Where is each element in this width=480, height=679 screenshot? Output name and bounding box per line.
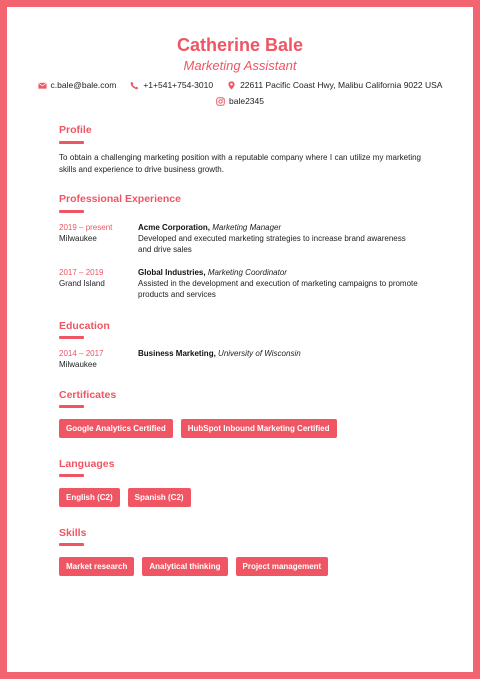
language-tag: English (C2)	[59, 488, 120, 507]
entry-school: University of Wisconsin	[218, 349, 301, 358]
phone-icon	[130, 81, 139, 90]
section-underline	[59, 474, 84, 477]
entry-company: Global Industries,	[138, 268, 206, 277]
languages-heading: Languages	[59, 458, 115, 470]
profile-heading: Profile	[59, 124, 92, 136]
entry-date: 2019 – present	[59, 223, 113, 232]
languages-tags	[59, 488, 199, 507]
contact-row-social	[7, 96, 473, 106]
resume-page	[7, 7, 473, 672]
skills-tags	[59, 557, 336, 576]
entry-heading	[138, 267, 421, 278]
profile-text: To obtain a challenging marketing position with a reputable company where I can utilize my marketing skills and experience to drive business growth.	[59, 153, 421, 174]
instagram-icon	[216, 97, 225, 106]
entry-company: Acme Corporation,	[138, 223, 211, 232]
contact-row	[7, 80, 473, 90]
entry-location: Grand Island	[59, 279, 105, 288]
skill-tag: Project management	[236, 557, 329, 576]
section-underline	[59, 336, 84, 339]
section-underline	[59, 405, 84, 408]
contact-address	[227, 80, 442, 90]
address-text: 22611 Pacific Coast Hwy, Malibu California 9022 USA	[240, 80, 443, 90]
phone-text: +1+541+754-3010	[143, 80, 214, 90]
entry-degree: Business Marketing,	[138, 349, 216, 358]
certificates-heading: Certificates	[59, 389, 117, 401]
entry-details	[138, 267, 421, 300]
section-underline	[59, 141, 84, 144]
contact-phone[interactable]	[130, 80, 213, 90]
entry-location: Milwaukee	[59, 234, 97, 243]
envelope-icon	[38, 81, 47, 90]
entry-heading	[138, 222, 421, 233]
candidate-role: Marketing Assistant	[183, 58, 297, 73]
certificate-tag: Google Analytics Certified	[59, 419, 173, 438]
entry-description: Developed and executed marketing strategies to increase brand awareness and drive sales	[138, 234, 406, 254]
entry-description: Assisted in the development and execution of marketing campaigns to promote products and services	[138, 279, 418, 299]
entry-details	[138, 222, 421, 255]
entry-date: 2017 – 2019	[59, 268, 104, 277]
contact-instagram[interactable]	[216, 96, 264, 106]
experience-heading: Professional Experience	[59, 193, 181, 205]
skills-heading: Skills	[59, 527, 87, 539]
language-tag: Spanish (C2)	[128, 488, 191, 507]
candidate-name: Catherine Bale	[176, 35, 304, 55]
skill-tag: Analytical thinking	[142, 557, 227, 576]
entry-location: Milwaukee	[59, 360, 97, 369]
section-underline	[59, 543, 84, 546]
skill-tag: Market research	[59, 557, 134, 576]
location-pin-icon	[227, 81, 236, 90]
certificate-tag: HubSpot Inbound Marketing Certified	[181, 419, 337, 438]
entry-details	[138, 348, 421, 359]
contact-email[interactable]	[38, 80, 117, 90]
certificates-tags	[59, 419, 345, 438]
entry-date: 2014 – 2017	[59, 349, 104, 358]
instagram-text: bale2345	[229, 96, 264, 106]
entry-position: Marketing Manager	[212, 223, 282, 232]
education-heading: Education	[59, 320, 110, 332]
entry-position: Marketing Coordinator	[207, 268, 287, 277]
section-underline	[59, 210, 84, 213]
email-text: c.bale@bale.com	[50, 80, 117, 90]
entry-heading	[138, 348, 421, 359]
